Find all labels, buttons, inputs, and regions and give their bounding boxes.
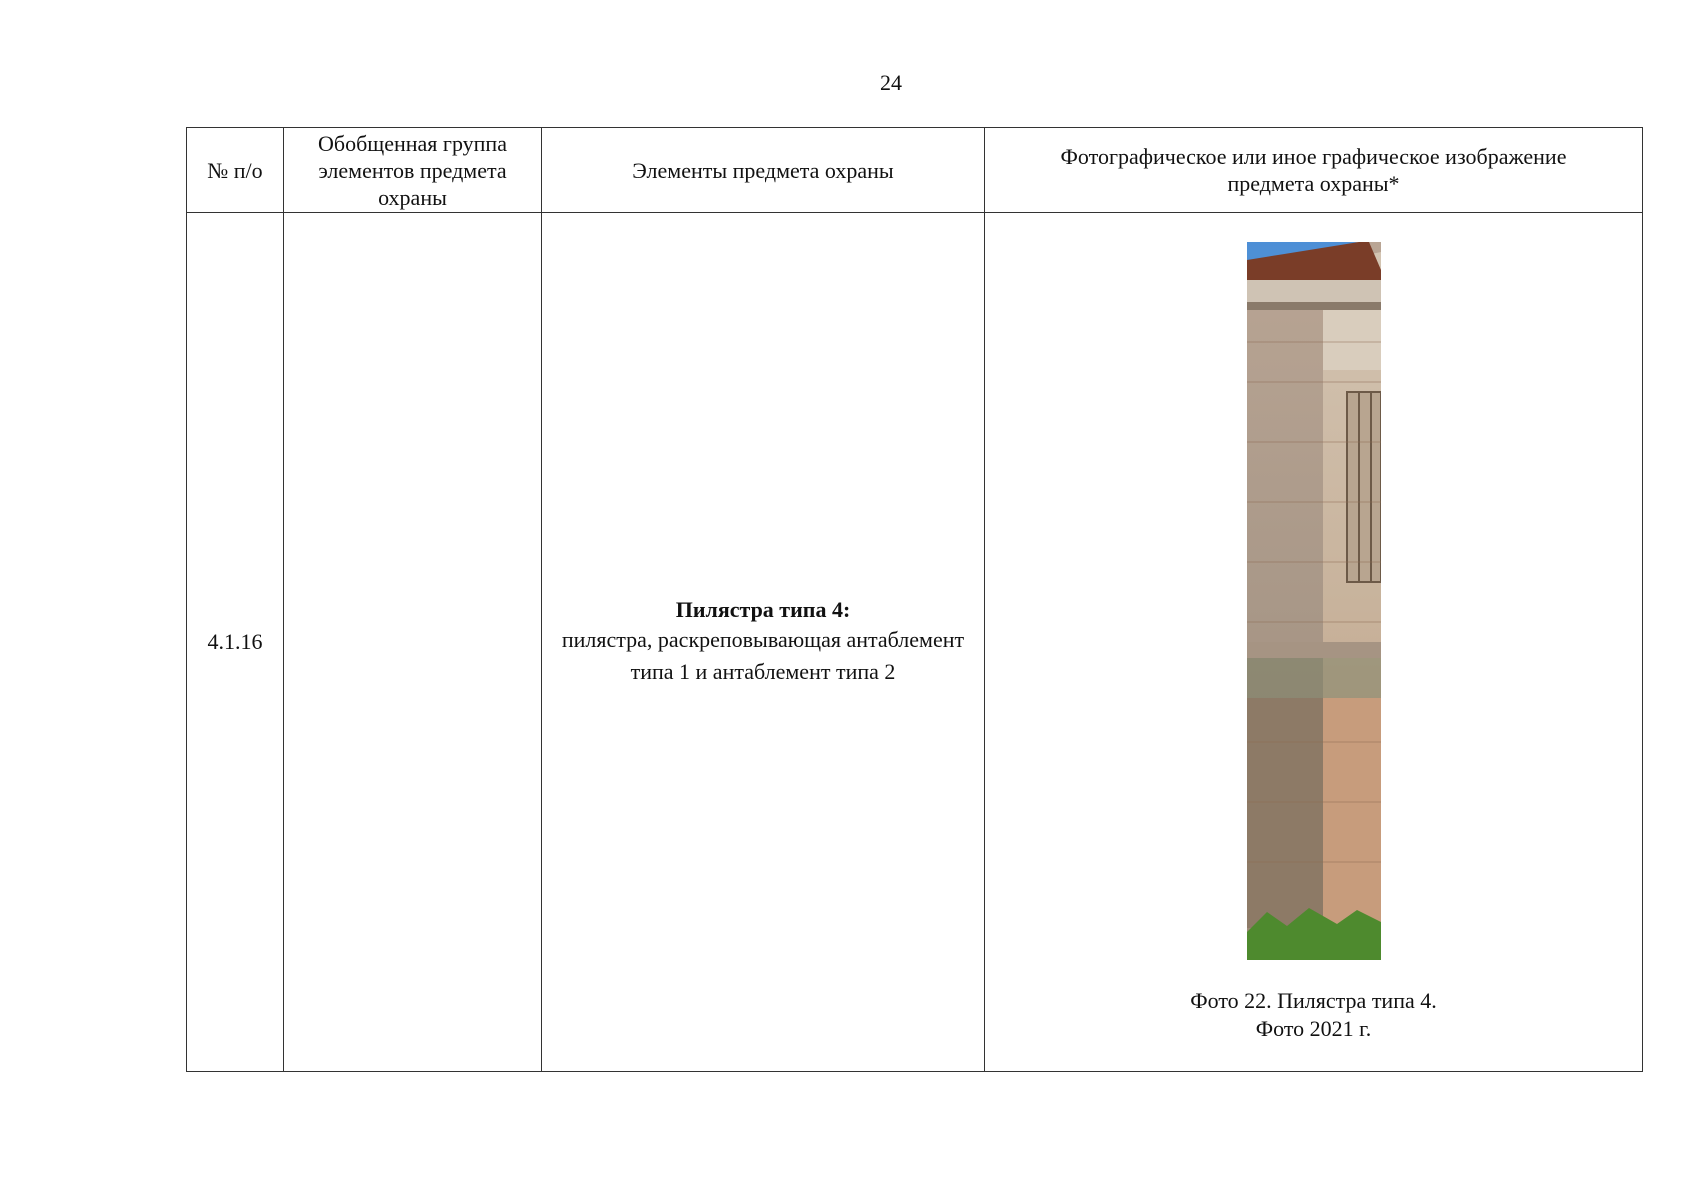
header-number: № п/о [187,128,284,213]
row-element [542,213,985,1072]
row-number: 4.1.16 [187,213,284,1072]
page-number: 24 [880,70,902,95]
header-image: Фотографическое или иное графическое изображение предмета охраны* [985,128,1643,213]
element-title: Пилястра типа 4: [675,597,851,622]
photo-caption-line2: Фото 2021 г. [1255,1015,1372,1041]
protection-table [186,127,1643,1072]
photo-caption [995,987,1632,1043]
header-elements: Элементы предмета охраны [542,128,985,213]
table-row [187,213,1643,1072]
header-group: Обобщенная группа элементов предмета охраны [284,128,542,213]
pilaster-photo [1247,242,1381,960]
table-header-row [187,128,1643,213]
photo-caption-line1: Фото 22. Пилястра типа 4. [1190,987,1437,1013]
row-photo [985,213,1643,1072]
element-description: пилястра, раскреповывающая антаблемент типа 1 и антаблемент типа 2 [561,627,965,684]
row-group [284,213,542,1072]
